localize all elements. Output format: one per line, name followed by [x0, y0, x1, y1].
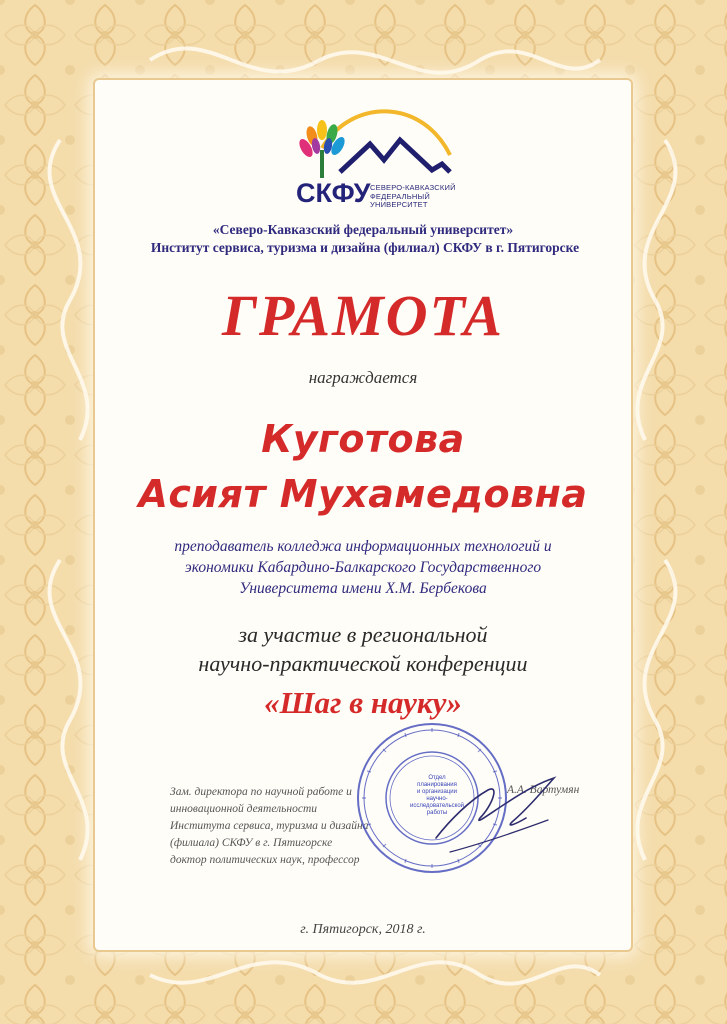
- reason-line: за участие в региональной: [238, 622, 488, 647]
- logo-caption-line: СЕВЕРО-КАВКАЗСКИЙ: [370, 183, 456, 192]
- reason-line: научно-практической конференции: [198, 651, 528, 676]
- stamp-line: планирования: [417, 782, 457, 788]
- position-line: преподаватель колледжа информационных технологий и: [174, 538, 552, 555]
- position-line: экономики Кабардино-Балкарского Государственного: [184, 559, 542, 576]
- stamp-line: и организации: [417, 789, 457, 795]
- stamp-line: работы: [426, 810, 448, 816]
- position-line: Университета имени Х.М. Бербекова: [239, 580, 487, 597]
- signatory-name: А.А. Вартумян: [507, 784, 580, 796]
- awarded-label: награждается: [308, 368, 418, 387]
- logo-abbreviation: СКФУ: [296, 178, 371, 208]
- handwritten-signature: [430, 760, 570, 860]
- signatory-line: Зам. директора по научной работе и: [170, 786, 352, 798]
- university-name: «Северо-Кавказский федеральный университет»: [212, 222, 514, 237]
- recipient-surname: Куготова: [261, 417, 465, 461]
- recipient-position: [95, 536, 631, 599]
- award-reason: [95, 620, 631, 678]
- place-and-date: г. Пятигорск, 2018 г.: [300, 922, 426, 937]
- event-name: «Шаг в науку»: [264, 685, 462, 720]
- recipient-given-names: Асият Мухамедовна: [138, 472, 588, 516]
- institute-name: Институт сервиса, туризма и дизайна (филиал) СКФУ в г. Пятигорске: [150, 240, 580, 255]
- logo-caption-line: ФЕДЕРАЛЬНЫЙ: [370, 191, 430, 201]
- signatory-line: доктор политических наук, профессор: [170, 854, 360, 866]
- logo-caption: [370, 184, 480, 210]
- stamp-line: исследовательской: [409, 803, 465, 809]
- stamp-line: Отдел: [428, 775, 446, 781]
- stamp-line: научно-: [426, 796, 448, 802]
- signatory-line: Института сервиса, туризма и дизайна: [170, 820, 369, 832]
- logo-caption-line: УНИВЕРСИТЕТ: [370, 200, 428, 209]
- certificate-title: ГРАМОТА: [222, 283, 504, 348]
- signatory-line: инновационной деятельности: [170, 803, 318, 815]
- signatory-line: (филиала) СКФУ в г. Пятигорске: [170, 837, 333, 849]
